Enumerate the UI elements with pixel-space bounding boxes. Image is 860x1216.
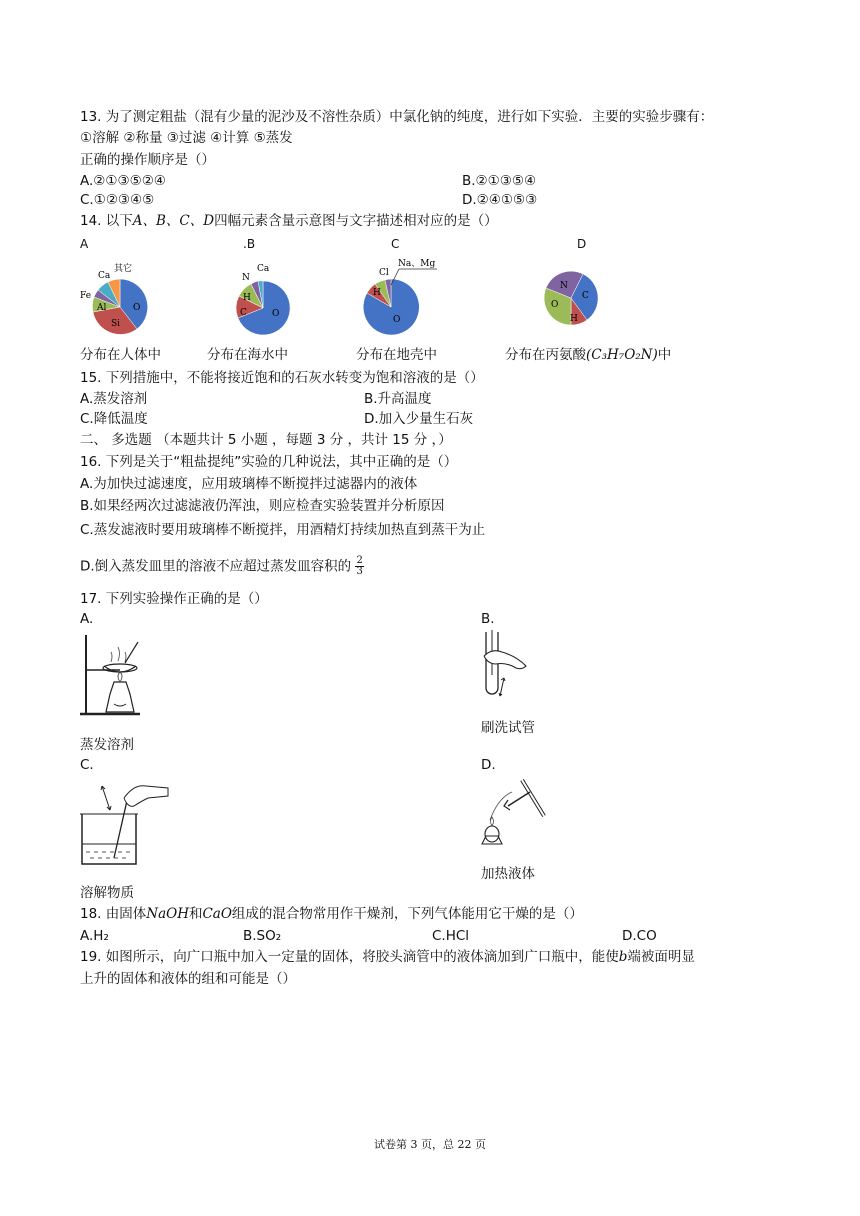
fraction-numerator: 2 bbox=[356, 555, 363, 566]
q15-option-b: B.升高温度 bbox=[364, 391, 432, 407]
pie-d-label-c: C bbox=[582, 291, 589, 301]
page-footer: 试卷第 3 页，总 22 页 bbox=[374, 1138, 486, 1151]
q14-label-b: .B bbox=[243, 237, 256, 251]
q13-option-b: B.②①③⑤④ bbox=[462, 173, 537, 189]
alanine-formula: (C₃H₇O₂N) bbox=[586, 347, 658, 363]
q13-option-a: A.②①③⑤②④ bbox=[80, 173, 166, 189]
q19-stem-start: 19. 如图所示，向广口瓶中加入一定量的固体，将胶头滴管中的液体滴加到广口瓶中，能使 bbox=[80, 949, 619, 965]
q13-option-d: D.②④①⑤③ bbox=[462, 192, 538, 208]
evaporation-apparatus-figure bbox=[78, 630, 146, 720]
q14-stem-letters: A、B、C、D bbox=[132, 213, 215, 229]
pie-b-label-o: O bbox=[272, 309, 280, 319]
q18-stem-end: 组成的混合物常用作干燥剂，下列气体能用它干燥的是（） bbox=[231, 906, 583, 922]
q16-option-c: C.蒸发滤液时要用玻璃棒不断搅拌，用酒精灯持续加热直到蒸干为止 bbox=[80, 522, 486, 538]
pie-a-label-o: O bbox=[133, 303, 141, 313]
q13-prompt: 正确的操作顺序是（） bbox=[80, 152, 215, 168]
heating-liquid-figure bbox=[478, 776, 550, 848]
q17-label-a: A. bbox=[80, 611, 94, 627]
pie-chart-seawater bbox=[228, 258, 300, 338]
pie-d-label-o: O bbox=[551, 300, 559, 310]
q16-option-b: B.如果经两次过滤滤液仍浑浊，则应检查实验装置并分析原因 bbox=[80, 498, 445, 514]
pie-c-label-na-mg: Na、Mg bbox=[398, 259, 436, 269]
q19-stem bbox=[80, 948, 695, 966]
section-heading: 二、 多选题 （本题共计 5 小题 ，每题 3 分 ，共计 15 分 ，） bbox=[80, 432, 452, 448]
pie-c-label-cl: Cl bbox=[379, 268, 389, 278]
pie-a-label-fe: Fe bbox=[80, 291, 92, 301]
pie-chart-earth-crust bbox=[360, 258, 446, 338]
pie-b-caption: 分布在海水中 bbox=[207, 347, 288, 363]
pie-chart-alanine bbox=[540, 268, 604, 328]
pie-d-caption-end: 中 bbox=[657, 347, 672, 363]
pie-chart-human-body bbox=[76, 258, 158, 338]
q17-caption-a: 蒸发溶剂 bbox=[80, 737, 134, 753]
q18-option-b: B.SO₂ bbox=[243, 928, 282, 944]
pie-d-caption-text: 分布在丙氨酸 bbox=[505, 347, 586, 363]
q13-stem: 13. 为了测定粗盐（混有少量的泥沙及不溶性杂质）中氯化钠的纯度，进行如下实验．主要的实验步骤有： bbox=[80, 109, 714, 125]
q17-label-b: B. bbox=[481, 611, 495, 627]
q13-option-c: C.①②③④⑤ bbox=[80, 192, 155, 208]
q15-option-c: C.降低温度 bbox=[80, 411, 148, 427]
q17-label-c: C. bbox=[80, 757, 94, 773]
fraction bbox=[355, 556, 363, 577]
pie-b-label-ca: Ca bbox=[257, 264, 270, 274]
q14-stem-start: 14. 以下 bbox=[80, 213, 133, 229]
q18-stem-start: 18. 由固体 bbox=[80, 906, 147, 922]
q17-caption-c: 溶解物质 bbox=[80, 885, 134, 901]
pie-d-label-h: H bbox=[570, 314, 578, 324]
pie-a-caption: 分布在人体中 bbox=[80, 347, 161, 363]
pie-d-label-n: N bbox=[560, 281, 568, 291]
pie-b-label-h: H bbox=[243, 293, 251, 303]
cao-formula: CaO bbox=[202, 906, 232, 922]
q15-stem: 15. 下列措施中，不能将接近饱和的石灰水转变为饱和溶液的是（） bbox=[80, 370, 484, 386]
test-tube-brushing-figure bbox=[478, 630, 546, 700]
q14-stem-end: 四幅元素含量示意图与文字描述相对应的是（） bbox=[214, 213, 498, 229]
q14-label-c: C bbox=[391, 237, 400, 251]
q16-stem: 16. 下列是关于“粗盐提纯”实验的几种说法，其中正确的是（） bbox=[80, 454, 458, 470]
q17-caption-b: 刷洗试管 bbox=[481, 720, 535, 736]
q18-stem bbox=[80, 905, 583, 923]
q15-option-d: D.加入少量生石灰 bbox=[364, 411, 474, 427]
q13-steps: ①溶解 ②称量 ③过滤 ④计算 ⑤蒸发 bbox=[80, 130, 293, 146]
dissolving-stirring-figure bbox=[78, 776, 174, 868]
pie-a-label-si: Si bbox=[111, 319, 121, 329]
q17-label-d: D. bbox=[481, 757, 496, 773]
q19-end-b: b bbox=[618, 949, 628, 965]
pie-c-label-o: O bbox=[393, 315, 401, 325]
q17-stem: 17. 下列实验操作正确的是（） bbox=[80, 591, 268, 607]
pie-d-caption bbox=[505, 346, 671, 364]
pie-c-label-h: H bbox=[373, 288, 381, 298]
q16-option-d bbox=[80, 556, 364, 577]
q18-option-d: D.CO bbox=[622, 928, 657, 944]
pie-b-label-c: C bbox=[240, 308, 247, 318]
q19-stem-end: 端被面明显 bbox=[627, 949, 695, 965]
q14-label-a: A bbox=[80, 237, 89, 251]
pie-a-label-al: Al bbox=[97, 303, 107, 313]
q19-stem-line2: 上升的固体和液体的组和可能是（） bbox=[80, 971, 296, 987]
pie-a-label-other: 其它 bbox=[114, 264, 133, 274]
pie-b-label-n: N bbox=[242, 273, 250, 283]
q15-option-a: A.蒸发溶剂 bbox=[80, 391, 148, 407]
naoh-formula: NaOH bbox=[146, 906, 189, 922]
q18-stem-and: 和 bbox=[188, 906, 203, 922]
pie-c-caption: 分布在地壳中 bbox=[356, 347, 437, 363]
pie-a-label-ca: Ca bbox=[98, 271, 111, 281]
q16-option-d-text: D.倒入蒸发皿里的溶液不应超过蒸发皿容积的 bbox=[80, 558, 352, 575]
q14-label-d: D bbox=[577, 237, 587, 251]
q14-stem bbox=[80, 212, 498, 230]
q17-caption-d: 加热液体 bbox=[481, 866, 535, 882]
q18-option-c: C.HCl bbox=[432, 928, 470, 944]
q18-option-a: A.H₂ bbox=[80, 928, 109, 944]
fraction-denominator: 3 bbox=[356, 566, 363, 577]
q16-option-a: A.为加快过滤速度，应用玻璃棒不断搅拌过滤器内的液体 bbox=[80, 476, 418, 492]
